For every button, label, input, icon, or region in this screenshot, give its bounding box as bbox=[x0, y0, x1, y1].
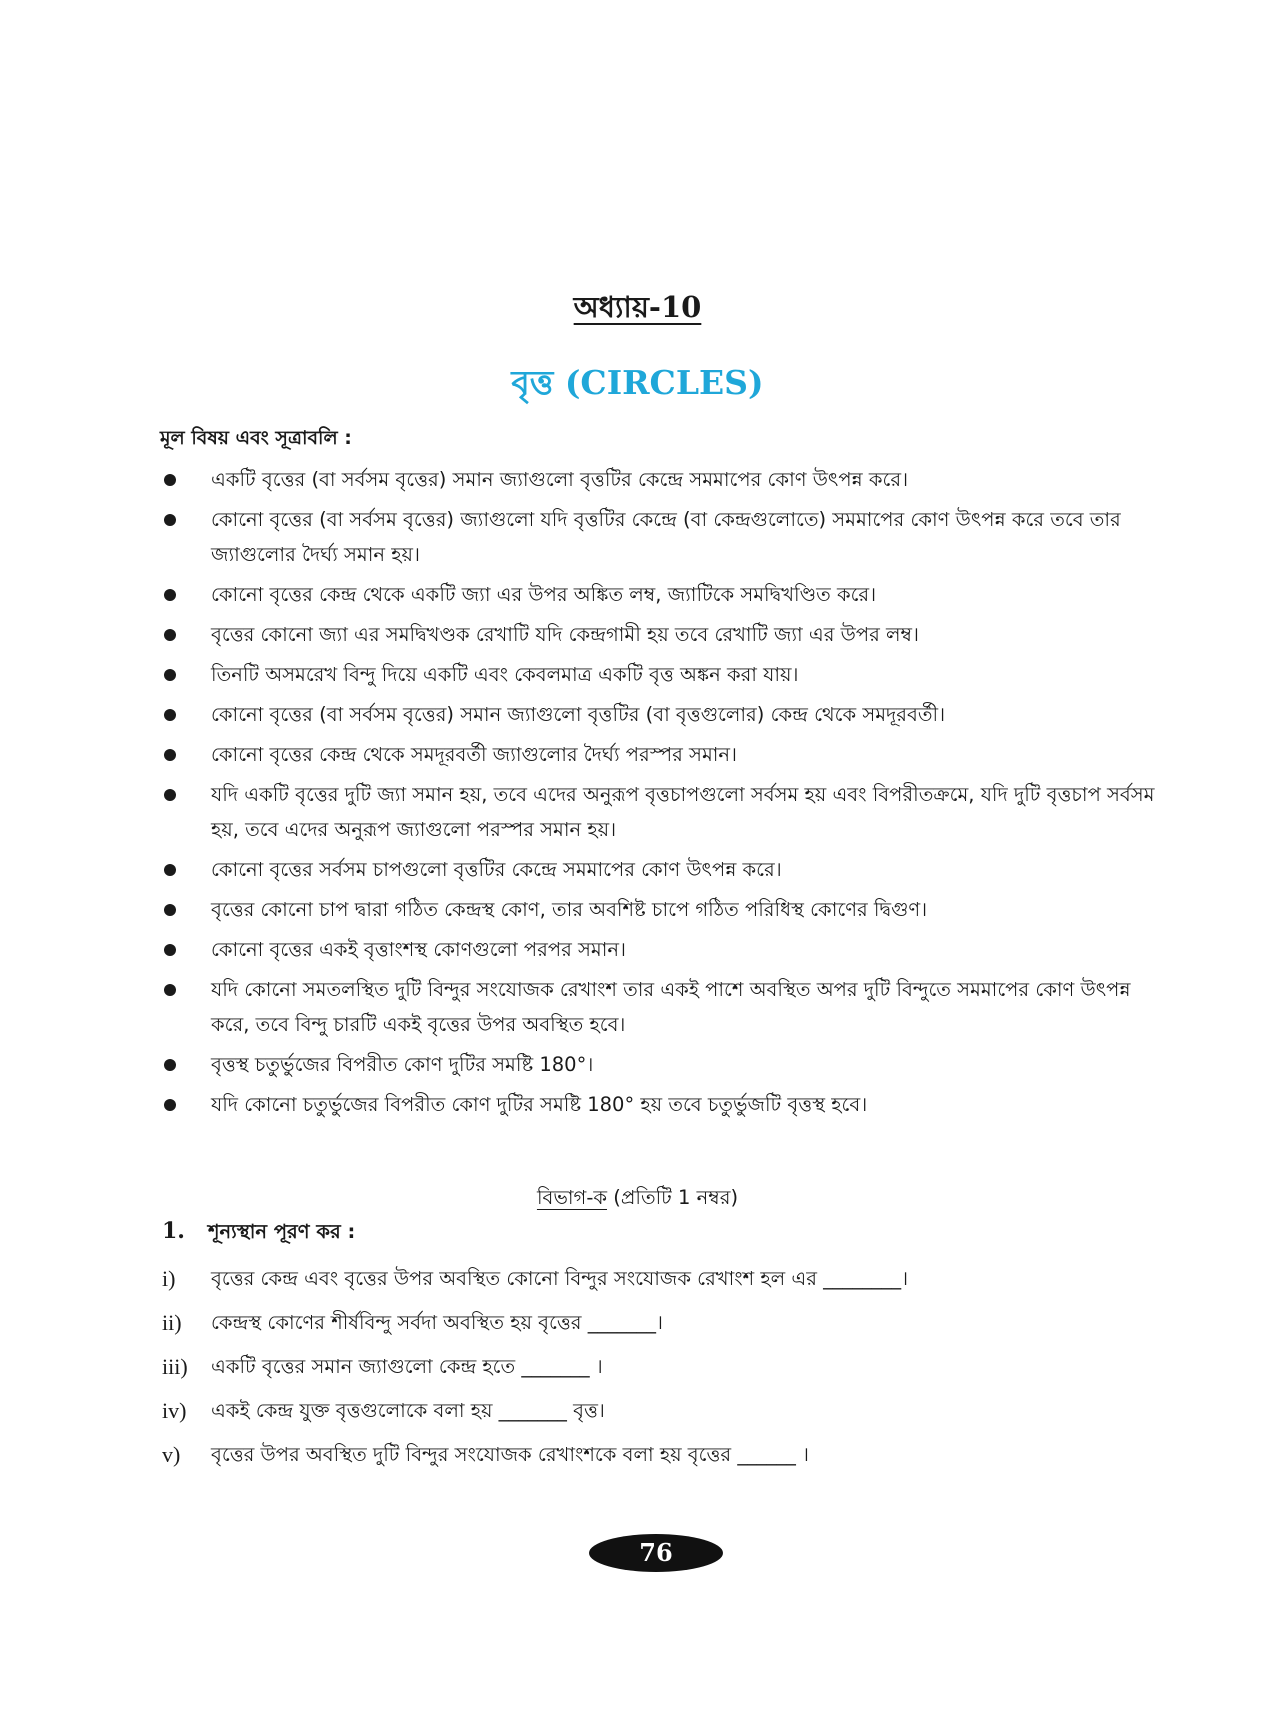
bullet-icon bbox=[164, 589, 176, 601]
bullet-icon bbox=[164, 984, 176, 996]
key-point-text: কোনো বৃত্তের (বা সর্বসম বৃত্তের) জ্যাগুলো যদি বৃত্তটির কেন্দ্রে (বা কেন্দ্রগুলোতে) সমমাপের কোণ উৎপন্ন করে তবে তার জ্যাগুলোর দৈর্ঘ্য সমান হয়। bbox=[211, 508, 1121, 566]
list-item bbox=[160, 502, 1160, 572]
subquestion-label: iii) bbox=[162, 1354, 188, 1379]
question-number: 1. bbox=[162, 1218, 185, 1244]
list-item bbox=[160, 1047, 1160, 1082]
key-point-text: একটি বৃত্তের (বা সর্বসম বৃত্তের) সমান জ্যাগুলো বৃত্তটির কেন্দ্রে সমমাপের কোণ উৎপন্ন করে। bbox=[211, 468, 909, 491]
key-points-heading: মূল বিষয় এবং সূত্রাবলি : bbox=[160, 427, 352, 449]
section-marks-note: (প্রতিটি 1 নম্বর) bbox=[613, 1186, 739, 1209]
subquestion-text: বৃত্তের কেন্দ্র এবং বৃত্তের উপর অবস্থিত কোনো বিন্দুর সংযোজক রেখাংশ হল এর ________। bbox=[211, 1267, 909, 1290]
list-item bbox=[160, 737, 1160, 772]
subquestion-list bbox=[162, 1262, 1162, 1482]
key-point-text: যদি একটি বৃত্তের দুটি জ্যা সমান হয়, তবে এদের অনুরূপ বৃত্তচাপগুলো সর্বসম হয় এবং বিপরীতক্রমে, যদি দুটি বৃত্তচাপ সর্বসম হয়, তবে এদের অনুরূপ জ্যাগুলো পরস্পর সমান হয়। bbox=[211, 783, 1155, 841]
list-item bbox=[160, 892, 1160, 927]
subquestion-text: বৃত্তের উপর অবস্থিত দুটি বিন্দুর সংযোজক রেখাংশকে বলা হয় বৃত্তের ______ । bbox=[211, 1443, 810, 1466]
subquestion-item bbox=[162, 1262, 1162, 1296]
subquestion-item bbox=[162, 1394, 1162, 1428]
subquestion-item bbox=[162, 1438, 1162, 1472]
subquestion-item bbox=[162, 1306, 1162, 1340]
key-point-text: কোনো বৃত্তের কেন্দ্র থেকে একটি জ্যা এর উপর অঙ্কিত লম্ব, জ্যাটিকে সমদ্বিখণ্ডিত করে। bbox=[211, 583, 877, 606]
subquestion-text: কেন্দ্রস্থ কোণের শীর্ষবিন্দু সর্বদা অবস্থিত হয় বৃত্তের _______। bbox=[211, 1311, 663, 1334]
subquestion-text: একই কেন্দ্র যুক্ত বৃত্তগুলোকে বলা হয় _______ বৃত্ত। bbox=[211, 1399, 605, 1422]
list-item bbox=[160, 577, 1160, 612]
subquestion-label: v) bbox=[162, 1442, 181, 1467]
key-point-text: বৃত্তের কোনো চাপ দ্বারা গঠিত কেন্দ্রস্থ কোণ, তার অবশিষ্ট চাপে গঠিত পরিধিস্থ কোণের দ্বিগুণ। bbox=[211, 898, 928, 921]
key-point-text: বৃত্তের কোনো জ্যা এর সমদ্বিখণ্ডক রেখাটি যদি কেন্দ্রগামী হয় তবে রেখাটি জ্যা এর উপর লম্ব। bbox=[211, 623, 919, 646]
bullet-icon bbox=[164, 1099, 176, 1111]
list-item bbox=[160, 697, 1160, 732]
key-point-text: কোনো বৃত্তের সর্বসম চাপগুলো বৃত্তটির কেন্দ্রে সমমাপের কোণ উৎপন্ন করে। bbox=[211, 858, 782, 881]
subquestion-label: i) bbox=[162, 1266, 176, 1291]
question-text: শূন্যস্থান পূরণ কর : bbox=[208, 1220, 356, 1243]
question-title bbox=[162, 1218, 355, 1250]
subquestion-text: একটি বৃত্তের সমান জ্যাগুলো কেন্দ্র হতে _______ । bbox=[211, 1355, 603, 1378]
list-item bbox=[160, 462, 1160, 497]
chapter-number: অধ্যায়-10 bbox=[573, 290, 702, 324]
list-item bbox=[160, 657, 1160, 692]
chapter-title: বৃত্ত (CIRCLES) bbox=[511, 363, 764, 402]
key-point-text: তিনটি অসমরেখ বিন্দু দিয়ে একটি এবং কেবলমাত্র একটি বৃত্ত অঙ্কন করা যায়। bbox=[211, 663, 799, 686]
list-item bbox=[160, 932, 1160, 967]
page-number: 76 bbox=[589, 1534, 723, 1572]
section-heading bbox=[0, 1184, 1275, 1216]
key-point-text: কোনো বৃত্তের একই বৃত্তাংশস্থ কোণগুলো পরপর সমান। bbox=[211, 938, 627, 961]
bullet-icon bbox=[164, 864, 176, 876]
key-point-text: বৃত্তস্থ চতুর্ভুজের বিপরীত কোণ দুটির সমষ্টি 180°। bbox=[211, 1053, 594, 1076]
bullet-icon bbox=[164, 514, 176, 526]
key-points-list bbox=[160, 462, 1160, 1127]
bullet-icon bbox=[164, 749, 176, 761]
list-item bbox=[160, 777, 1160, 847]
list-item bbox=[160, 1087, 1160, 1122]
subquestion-label: iv) bbox=[162, 1398, 187, 1423]
list-item bbox=[160, 852, 1160, 887]
bullet-icon bbox=[164, 904, 176, 916]
bullet-icon bbox=[164, 669, 176, 681]
key-point-text: কোনো বৃত্তের (বা সর্বসম বৃত্তের) সমান জ্যাগুলো বৃত্তটির (বা বৃত্তগুলোর) কেন্দ্র থেকে সমদূরবর্তী। bbox=[211, 703, 946, 726]
section-name: বিভাগ-ক bbox=[536, 1186, 608, 1209]
bullet-icon bbox=[164, 789, 176, 801]
list-item bbox=[160, 972, 1160, 1042]
bullet-icon bbox=[164, 629, 176, 641]
chapter-heading bbox=[0, 285, 1275, 334]
subquestion-label: ii) bbox=[162, 1310, 182, 1335]
subquestion-item bbox=[162, 1350, 1162, 1384]
bullet-icon bbox=[164, 474, 176, 486]
bullet-icon bbox=[164, 1059, 176, 1071]
key-point-text: যদি কোনো চতুর্ভুজের বিপরীত কোণ দুটির সমষ্টি 180° হয় তবে চতুর্ভুজটি বৃত্তস্থ হবে। bbox=[211, 1093, 868, 1116]
key-point-text: যদি কোনো সমতলস্থিত দুটি বিন্দুর সংযোজক রেখাংশ তার একই পাশে অবস্থিত অপর দুটি বিন্দুতে সমমাপের কোণ উৎপন্ন করে, তবে বিন্দু চারটি একই বৃত্তের উপর অবস্থিত হবে। bbox=[211, 978, 1131, 1036]
list-item bbox=[160, 617, 1160, 652]
bullet-icon bbox=[164, 944, 176, 956]
bullet-icon bbox=[164, 709, 176, 721]
key-point-text: কোনো বৃত্তের কেন্দ্র থেকে সমদূরবর্তী জ্যাগুলোর দৈর্ঘ্য পরস্পর সমান। bbox=[211, 743, 738, 766]
